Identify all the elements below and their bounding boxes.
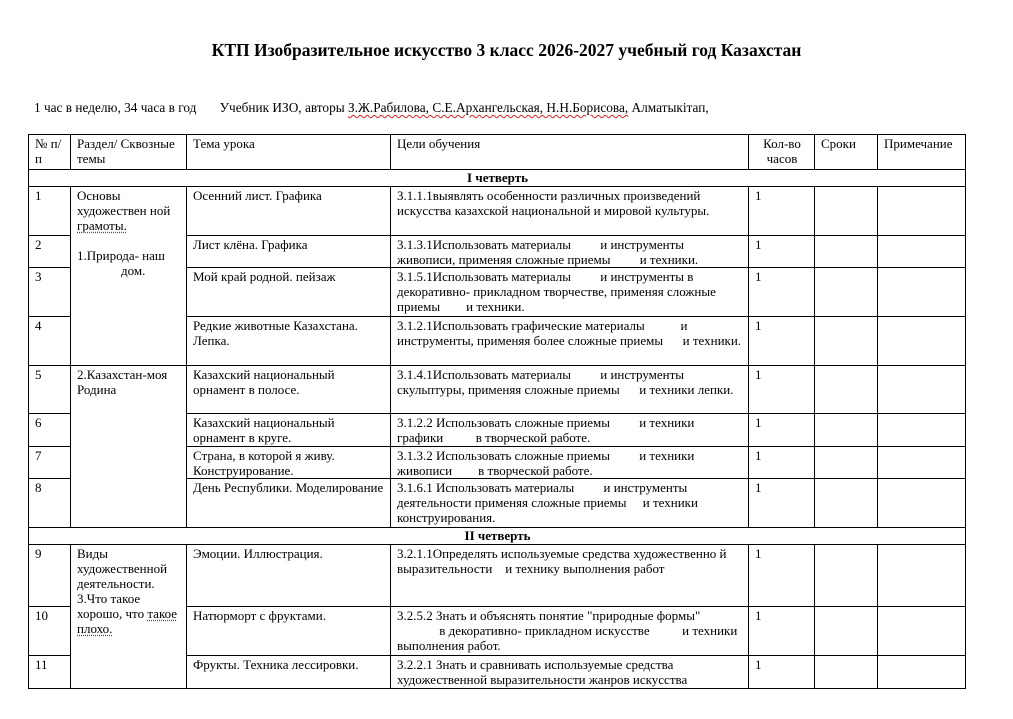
row-dates[interactable]: [815, 656, 878, 689]
row-num: 10: [29, 607, 71, 656]
row-dates[interactable]: [815, 236, 878, 268]
section-subtitle-1a: 1.Природа- наш: [77, 248, 165, 263]
row-topic: Редкие животные Казахстана. Лепка.: [187, 317, 391, 366]
header-hours: Кол-во часов: [749, 135, 815, 170]
row-hours: 1: [749, 414, 815, 447]
row-notes[interactable]: [878, 268, 966, 317]
row-notes[interactable]: [878, 479, 966, 528]
row-dates[interactable]: [815, 317, 878, 366]
row-num: 3: [29, 268, 71, 317]
header-num: № п/п: [29, 135, 71, 170]
row-num: 11: [29, 656, 71, 689]
table-row: [29, 545, 966, 607]
course-info-suffix: Алматыкітап,: [628, 100, 709, 115]
header-section: Раздел/ Сквозные темы: [71, 135, 187, 170]
row-topic: Казахский национальный орнамент в полосе.: [187, 366, 391, 414]
row-dates[interactable]: [815, 545, 878, 607]
row-goal: 3.1.6.1 Использовать материалы и инструменты деятельности применяя сложные приемы и техники конструирования.: [391, 479, 749, 528]
row-dates[interactable]: [815, 268, 878, 317]
row-num: 1: [29, 187, 71, 236]
row-hours: 1: [749, 656, 815, 689]
header-dates: Сроки: [815, 135, 878, 170]
row-topic: Страна, в которой я живу. Конструирование.: [187, 447, 391, 479]
section-title-3-link: такое плохо.: [77, 606, 178, 636]
row-notes[interactable]: [878, 366, 966, 414]
row-num: 7: [29, 447, 71, 479]
row-hours: 1: [749, 317, 815, 366]
row-goal: 3.1.5.1Использовать материалы и инструменты в декоративно- прикладном творчестве, применяя сложные приемы и техники.: [391, 268, 749, 317]
section-title-1-link: грамоты.: [77, 218, 127, 233]
row-hours: 1: [749, 268, 815, 317]
row-hours: 1: [749, 447, 815, 479]
row-goal: 3.2.2.1 Знать и сравнивать используемые средства художественной выразительности жанров искусства: [391, 656, 749, 689]
row-goal: 3.1.3.2 Использовать сложные приемы и техники живописи в творческой работе.: [391, 447, 749, 479]
row-goal: 3.1.2.2 Использовать сложные приемы и техники графики в творческой работе.: [391, 414, 749, 447]
row-topic: Мой край родной. пейзаж: [187, 268, 391, 317]
table-header-row: [29, 135, 966, 170]
section-title-1: Основы художествен ной: [77, 188, 171, 218]
row-dates[interactable]: [815, 607, 878, 656]
document-title: КТП Изобразительное искусство 3 класс 2026-2027 учебный год Казахстан: [211, 40, 802, 60]
row-hours: 1: [749, 366, 815, 414]
row-notes[interactable]: [878, 607, 966, 656]
section-title-3: Виды художественной деятельности. 3.Что такое хорошо, что: [77, 546, 168, 621]
row-notes[interactable]: [878, 317, 966, 366]
row-dates[interactable]: [815, 414, 878, 447]
course-info: [34, 100, 709, 116]
header-notes: Примечание: [878, 135, 966, 170]
quarter-label: II четверть: [29, 528, 966, 545]
row-goal: 3.1.2.1Использовать графические материалы и инструменты, применяя более сложные приемы и техники.: [391, 317, 749, 366]
row-notes[interactable]: [878, 656, 966, 689]
row-hours: 1: [749, 545, 815, 607]
section-cell-1: [71, 187, 187, 366]
section-cell-2: 2.Казахстан-моя Родина: [71, 366, 187, 528]
table-row: [29, 187, 966, 236]
quarter-label: I четверть: [29, 170, 966, 187]
row-dates[interactable]: [815, 366, 878, 414]
row-hours: 1: [749, 187, 815, 236]
row-goal: 3.1.3.1Использовать материалы и инструменты живописи, применяя сложные приемы и техники.: [391, 236, 749, 268]
row-topic: Лист клёна. Графика: [187, 236, 391, 268]
row-goal: 3.1.4.1Использовать материалы и инструменты скульптуры, применяя сложные приемы и техники лепки.: [391, 366, 749, 414]
row-notes[interactable]: [878, 236, 966, 268]
row-hours: 1: [749, 236, 815, 268]
course-info-prefix: 1 час в неделю, 34 часа в год Учебник ИЗО, авторы: [34, 100, 348, 115]
row-notes[interactable]: [878, 447, 966, 479]
table-row: [29, 366, 966, 414]
row-hours: 1: [749, 607, 815, 656]
row-num: 8: [29, 479, 71, 528]
row-dates[interactable]: [815, 479, 878, 528]
section-cell-3: [71, 545, 187, 689]
row-num: 4: [29, 317, 71, 366]
row-topic: Осенний лист. Графика: [187, 187, 391, 236]
header-topic: Тема урока: [187, 135, 391, 170]
row-num: 9: [29, 545, 71, 607]
row-dates[interactable]: [815, 187, 878, 236]
quarter-row-2: [29, 528, 966, 545]
row-topic: День Республики. Моделирование: [187, 479, 391, 528]
lesson-plan-table: [28, 134, 966, 689]
row-topic: Эмоции. Иллюстрация.: [187, 545, 391, 607]
row-notes[interactable]: [878, 187, 966, 236]
row-notes[interactable]: [878, 545, 966, 607]
row-dates[interactable]: [815, 447, 878, 479]
row-goal: 3.1.1.1выявлять особенности различных произведений искусства казахской национальной и мировой культуры.: [391, 187, 749, 236]
row-goal: 3.2.1.1Определять используемые средства художественно й выразительности и технику выполнения работ: [391, 545, 749, 607]
row-hours: 1: [749, 479, 815, 528]
row-topic: Казахский национальный орнамент в круге.: [187, 414, 391, 447]
row-num: 2: [29, 236, 71, 268]
row-topic: Натюрморт с фруктами.: [187, 607, 391, 656]
quarter-row-1: [29, 170, 966, 187]
header-goals: Цели обучения: [391, 135, 749, 170]
row-num: 5: [29, 366, 71, 414]
section-subtitle-1b: дом.: [121, 263, 146, 278]
textbook-authors: З.Ж.Рабилова, С.Е.Архангельская, Н.Н.Борисова,: [347, 100, 629, 115]
row-goal: 3.2.5.2 Знать и объяснять понятие "природные формы" в декоративно- прикладном искусстве и техники выполнения работ.: [391, 607, 749, 656]
row-topic: Фрукты. Техника лессировки.: [187, 656, 391, 689]
row-notes[interactable]: [878, 414, 966, 447]
row-num: 6: [29, 414, 71, 447]
